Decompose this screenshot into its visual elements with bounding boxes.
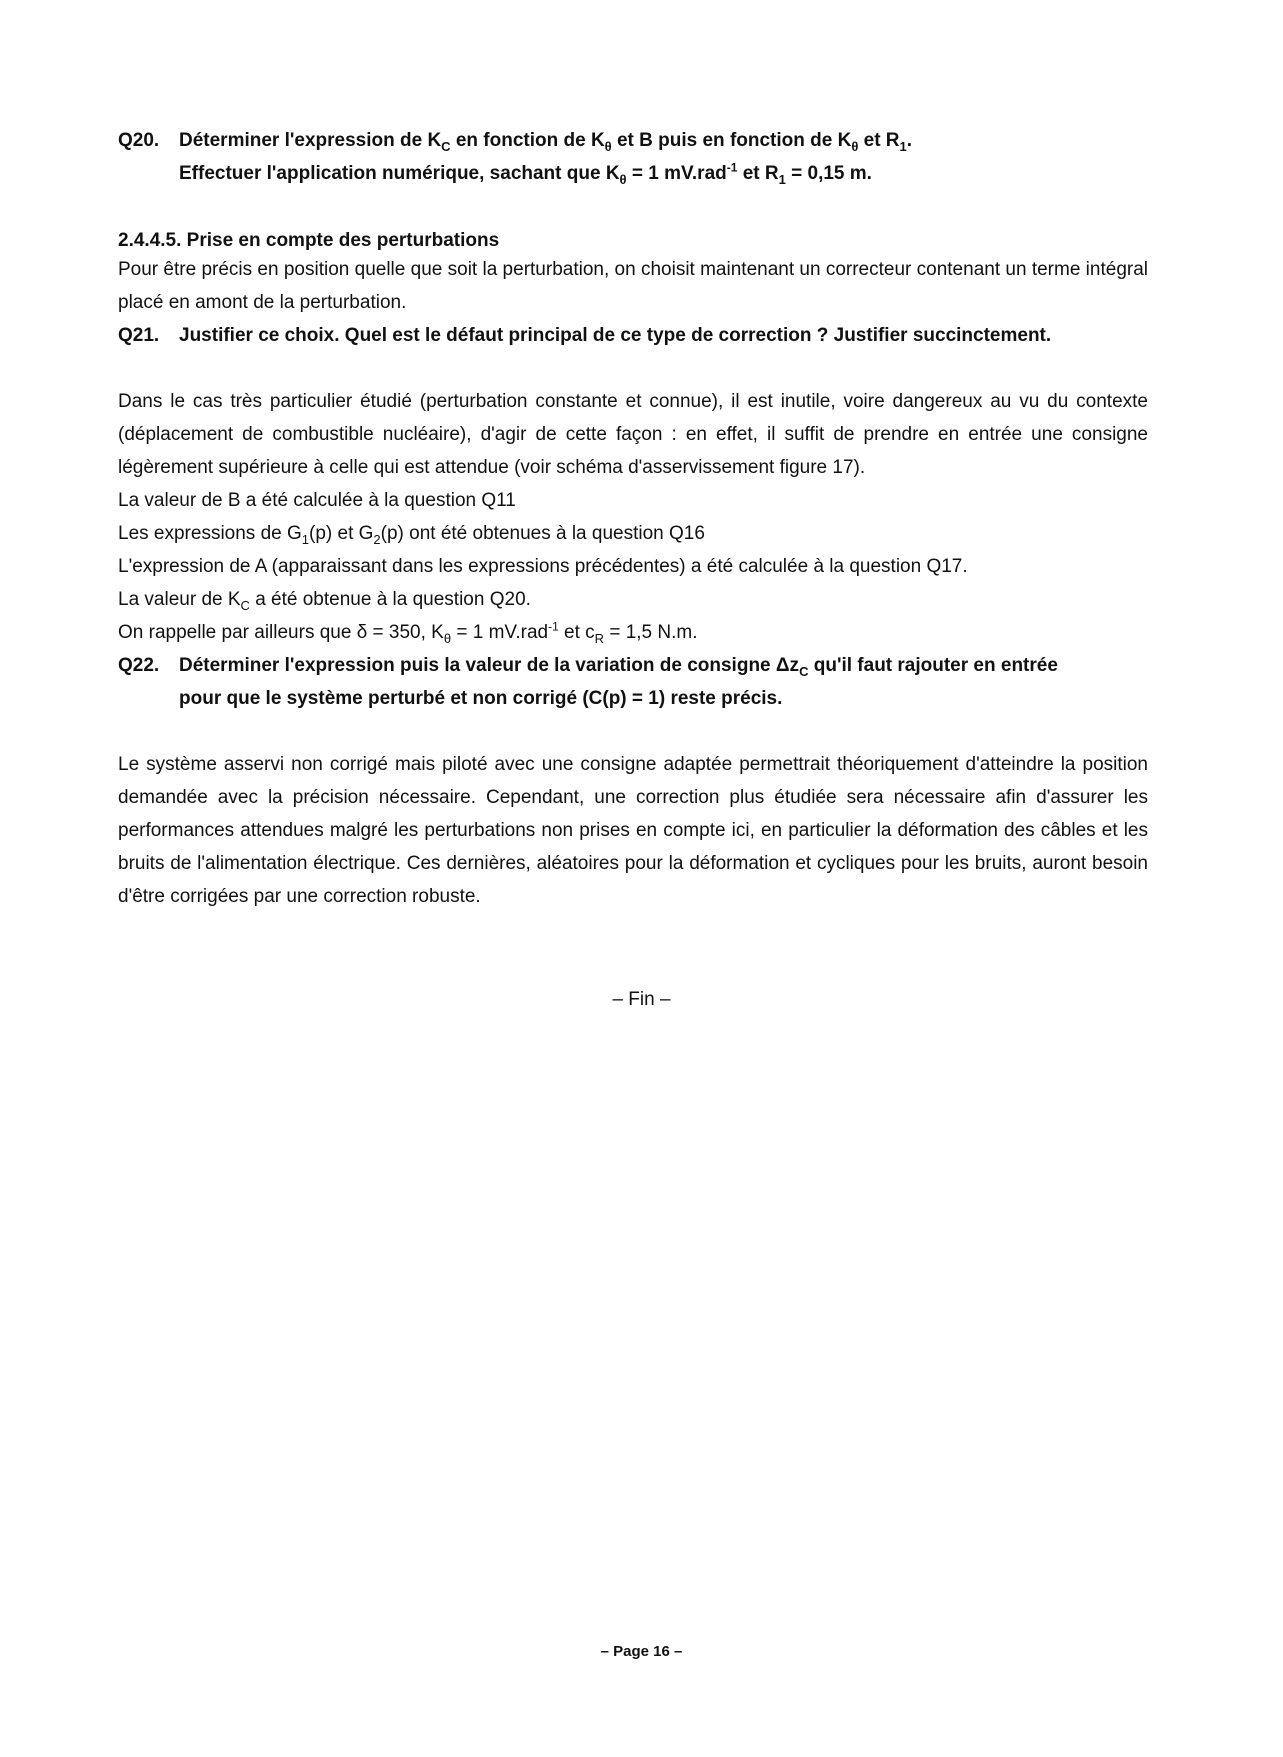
section-title: 2.4.4.5. Prise en compte des perturbations [118, 230, 500, 251]
question-number: Q21. [118, 325, 160, 346]
context-line-recall: On rappelle par ailleurs que δ = 350, $K_\theta = 1$ mV.rad$^{-1}$ et $c_R = 1,5$ N.m. [118, 619, 698, 646]
question-text: Justifier ce choix. Quel est le défaut principal de ce type de correction ? Justifier succinctement. [179, 325, 1052, 346]
context-line-kc: La valeur de $K_C$ a été obtenue à la question Q20. [118, 589, 531, 613]
context-line-a: L'expression de A (apparaissant dans les expressions précédentes) a été calculée à la question Q17. [118, 556, 968, 577]
question-text-line1: Déterminer l'expression de $K_C$ en fonction de $K_\theta$ et B puis en fonction de $K_\theta$ et $R_1$. [179, 130, 913, 154]
question-number: Q22. [118, 655, 160, 676]
question-text-line2: pour que le système perturbé et non corrigé (C(p) = 1) reste précis. [179, 688, 783, 709]
context-paragraph: Dans le cas très particulier étudié (perturbation constante et connue), il est inutile, voire dangereux au vu du contexte (déplacement de combustible nucléaire), d'agir de cette façon : en effet, il suffit de prendre en entrée une consigne légèrement supérieure à celle qui est attendue (voir schéma d'asservissement figure 17). [118, 391, 1148, 478]
end-marker: – Fin – [612, 989, 671, 1010]
page-number: – Page 16 – [600, 1643, 683, 1660]
question-q21 [118, 319, 1168, 352]
question-number: Q20. [118, 130, 160, 151]
conclusion-paragraph: Le système asservi non corrigé mais piloté avec une consigne adaptée permettrait théoriquement d'atteindre la position demandée avec la précision nécessaire. Cependant, une correction plus étudiée sera nécessaire afin d'assurer les performances attendues malgré les perturbations non prises en compte ici, en particulier la déformation des câbles et les bruits de l'alimentation électrique. Ces dernières, aléatoires pour la déformation et cycliques pour les bruits, auront besoin d'être corrigées par une correction robuste. [118, 754, 1148, 907]
section-paragraph: Pour être précis en position quelle que soit la perturbation, on choisit maintenant un correcteur contenant un terme intégral placé en amont de la perturbation. [118, 259, 1148, 313]
context-line-b: La valeur de B a été calculée à la question Q11 [118, 490, 516, 511]
question-q22 [118, 649, 1168, 715]
question-text-line1: Déterminer l'expression puis la valeur de la variation de consigne $\Delta z_C$ qu'il faut rajouter en entrée [179, 655, 1058, 679]
context-line-g: Les expressions de $G_1(p)$ et $G_2(p)$ ont été obtenues à la question Q16 [118, 523, 705, 547]
question-q20 [118, 124, 1168, 190]
question-text-line2: Effectuer l'application numérique, sachant que $K_\theta = 1$ mV.rad$^{-1}$ et $R_1 = 0,15$ m. [179, 160, 872, 187]
